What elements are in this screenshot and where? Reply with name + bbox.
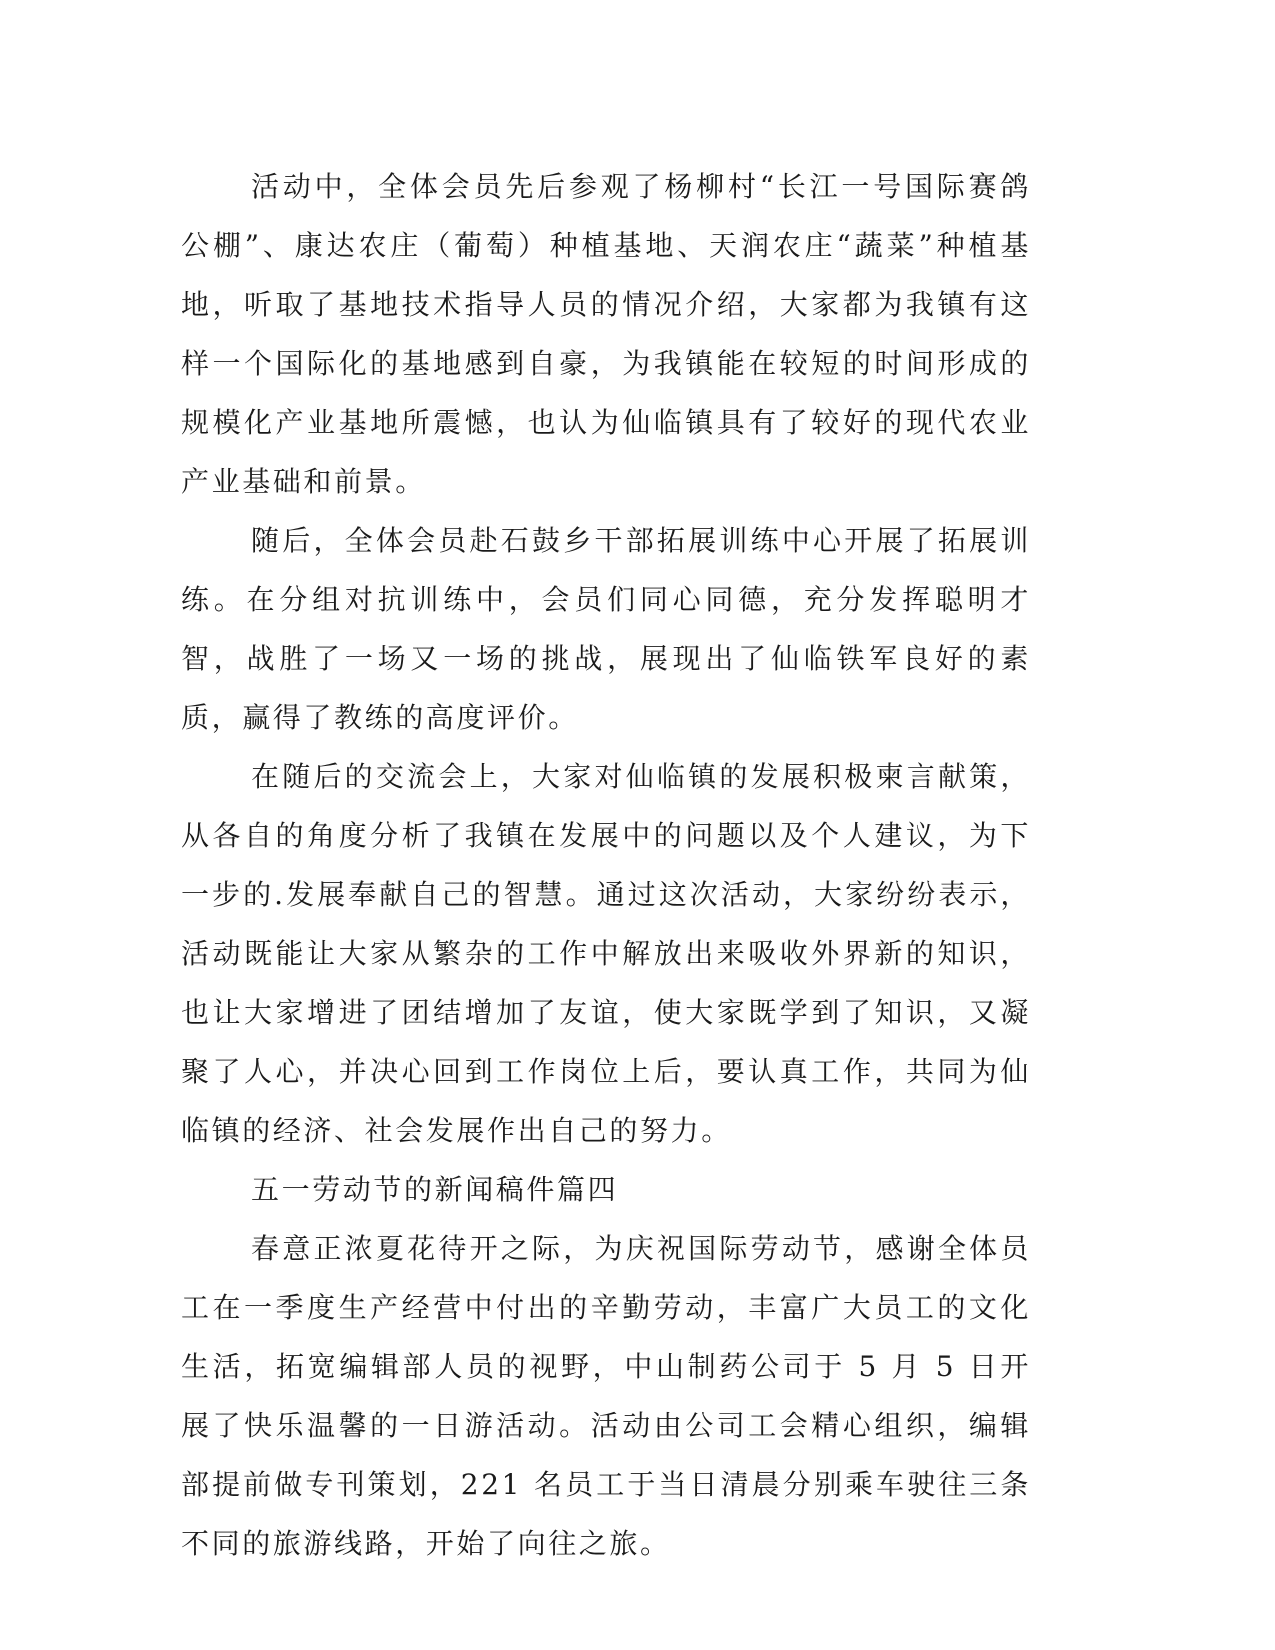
document-body — [181, 157, 1031, 1573]
paragraph-outing: 春意正浓夏花待开之际，为庆祝国际劳动节，感谢全体员工在一季度生产经营中付出的辛勤劳动，丰富广大员工的文化生活，拓宽编辑部人员的视野，中山制药公司于 5 月 5 日开展了快乐温馨的一日游活动。活动由公司工会精心组织，编辑部提前做专刊策划，221 名员工于当日清晨分别乘车驶往三条不同的旅游线路，开始了向往之旅。 — [181, 1232, 1031, 1560]
paragraph-visit: 活动中，全体会员先后参观了杨柳村“长江一号国际赛鸽公棚”、康达农庄（葡萄）种植基地、天润农庄“蔬菜”种植基地，听取了基地技术指导人员的情况介绍，大家都为我镇有这样一个国际化的基地感到自豪，为我镇能在较短的时间形成的规模化产业基地所震憾，也认为仙临镇具有了较好的现代农业产业基础和前景。 — [181, 170, 1031, 498]
section-heading: 五一劳动节的新闻稿件篇四 — [251, 1173, 619, 1206]
paragraph-training: 随后，全体会员赴石鼓乡干部拓展训练中心开展了拓展训练。在分组对抗训练中，会员们同心同德，充分发挥聪明才智，战胜了一场又一场的挑战，展现出了仙临铁军良好的素质，赢得了教练的高度评价。 — [181, 524, 1031, 734]
paragraph-exchange: 在随后的交流会上，大家对仙临镇的发展积极柬言献策，从各自的角度分析了我镇在发展中的问题以及个人建议，为下一步的.发展奉献自己的智慧。通过这次活动，大家纷纷表示，活动既能让大家从繁杂的工作中解放出来吸收外界新的知识，也让大家增进了团结增加了友谊，使大家既学到了知识，又凝聚了人心，并决心回到工作岗位上后，要认真工作，共同为仙临镇的经济、社会发展作出自己的努力。 — [181, 760, 1031, 1147]
